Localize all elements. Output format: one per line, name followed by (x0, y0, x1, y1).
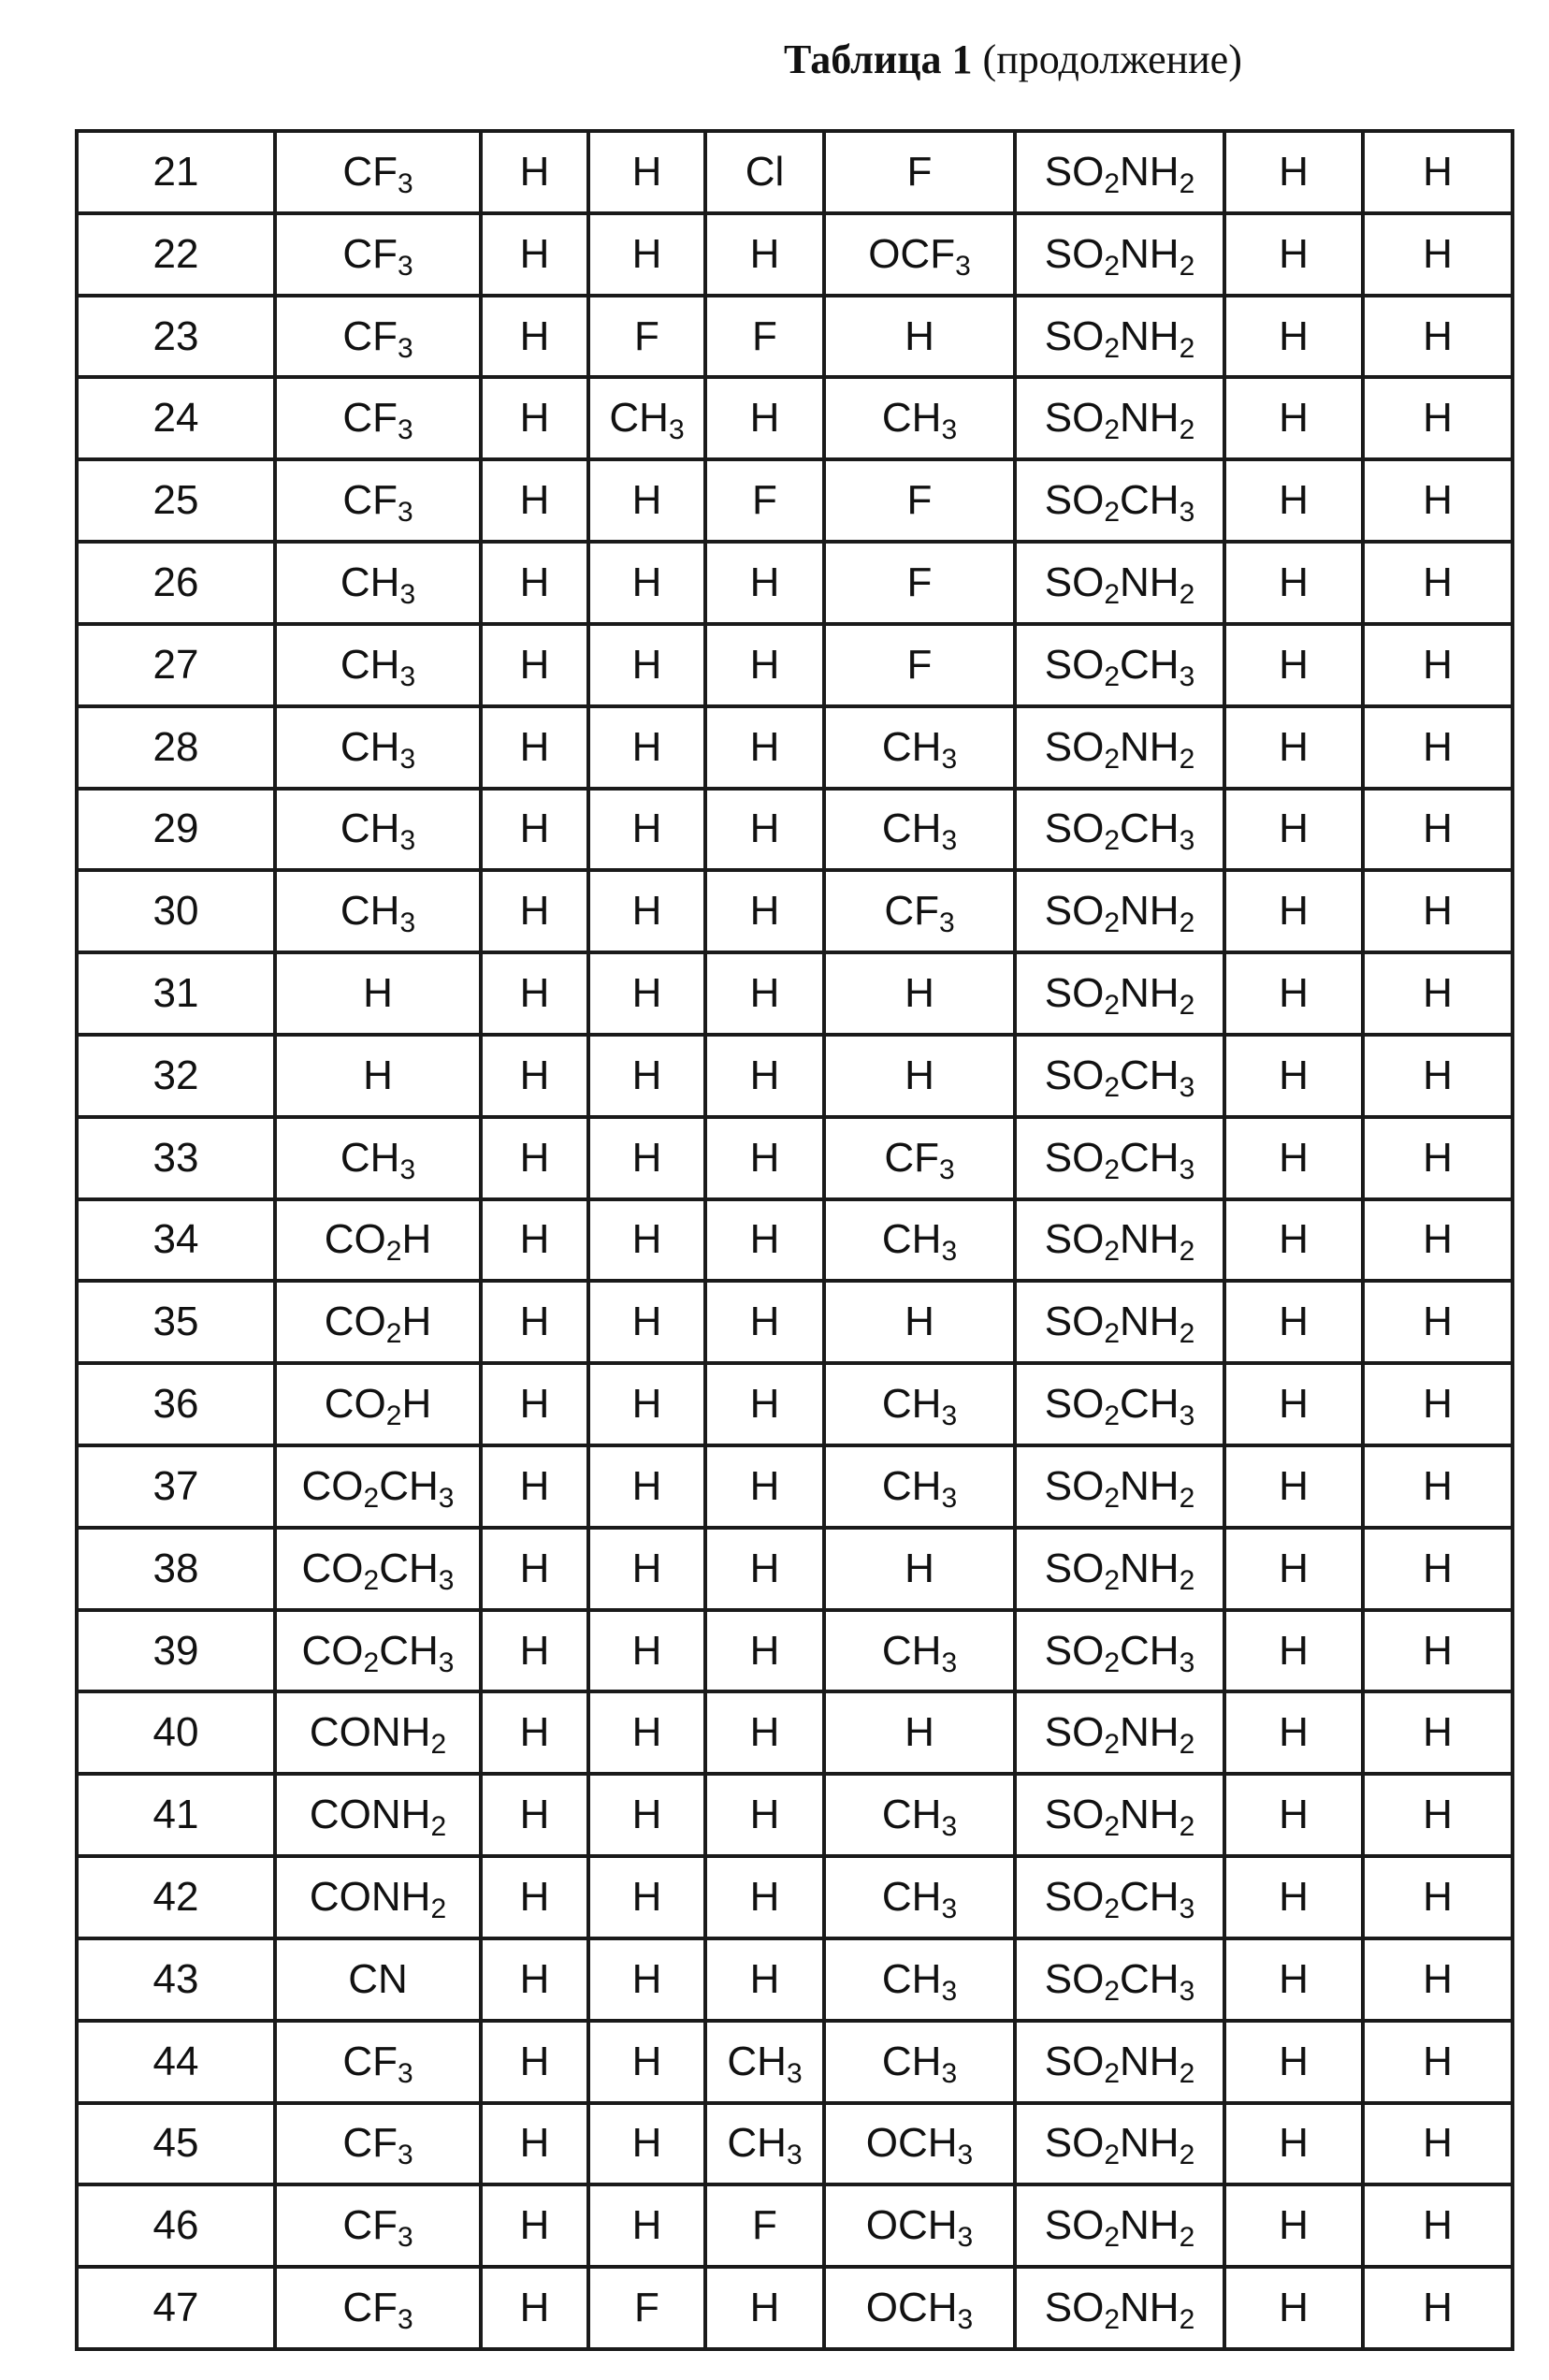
cell-r2: H (481, 1035, 588, 1117)
cell-compound-number: 34 (77, 1199, 275, 1282)
cell-compound-number: 47 (77, 2267, 275, 2349)
cell-r8: H (1363, 131, 1513, 213)
cell-r6: SO2CH3 (1015, 789, 1224, 871)
table-row (77, 870, 1513, 952)
cell-r7: H (1224, 870, 1363, 952)
table-row (77, 1117, 1513, 1199)
cell-r6: SO2NH2 (1015, 870, 1224, 952)
cell-r6: SO2NH2 (1015, 296, 1224, 378)
cell-r4: H (705, 870, 824, 952)
cell-r6: SO2NH2 (1015, 2267, 1224, 2349)
cell-r8: H (1363, 952, 1513, 1035)
cell-r7: H (1224, 459, 1363, 542)
cell-r3: H (588, 1363, 705, 1445)
cell-r2: H (481, 1774, 588, 1856)
cell-r8: H (1363, 1117, 1513, 1199)
cell-compound-number: 30 (77, 870, 275, 952)
cell-compound-number: 35 (77, 1281, 275, 1363)
table-row (77, 1691, 1513, 1774)
cell-r5: CH3 (824, 1363, 1015, 1445)
cell-r2: H (481, 1610, 588, 1692)
cell-r3: H (588, 2021, 705, 2103)
cell-r8: H (1363, 624, 1513, 706)
cell-r4: H (705, 1199, 824, 1282)
cell-r3: H (588, 1774, 705, 1856)
cell-r7: H (1224, 1281, 1363, 1363)
cell-compound-number: 40 (77, 1691, 275, 1774)
cell-r6: SO2CH3 (1015, 1610, 1224, 1692)
cell-r6: SO2CH3 (1015, 1938, 1224, 2021)
cell-r2: H (481, 1938, 588, 2021)
cell-compound-number: 26 (77, 542, 275, 624)
cell-r2: H (481, 870, 588, 952)
cell-r3: H (588, 131, 705, 213)
cell-r2: H (481, 2267, 588, 2349)
cell-r3: H (588, 542, 705, 624)
cell-r3: H (588, 213, 705, 296)
cell-r6: SO2NH2 (1015, 1281, 1224, 1363)
table-row (77, 2103, 1513, 2185)
cell-r3: H (588, 1117, 705, 1199)
cell-r1: CO2H (275, 1199, 481, 1282)
cell-r7: H (1224, 2021, 1363, 2103)
cell-r3: F (588, 296, 705, 378)
cell-r1: CF3 (275, 213, 481, 296)
cell-r7: H (1224, 296, 1363, 378)
cell-r7: H (1224, 1938, 1363, 2021)
cell-r8: H (1363, 2184, 1513, 2267)
table-row (77, 1528, 1513, 1610)
cell-r1: CO2CH3 (275, 1445, 481, 1528)
cell-r6: SO2CH3 (1015, 459, 1224, 542)
cell-r3: H (588, 1281, 705, 1363)
cell-r3: CH3 (588, 377, 705, 459)
cell-r5: CH3 (824, 706, 1015, 789)
cell-r1: CF3 (275, 131, 481, 213)
cell-r4: H (705, 1281, 824, 1363)
cell-r3: H (588, 789, 705, 871)
cell-r2: H (481, 952, 588, 1035)
table-row (77, 2267, 1513, 2349)
cell-r5: CF3 (824, 870, 1015, 952)
cell-r6: SO2NH2 (1015, 1199, 1224, 1282)
cell-r5: CH3 (824, 1610, 1015, 1692)
cell-r8: H (1363, 2103, 1513, 2185)
cell-r5: CH3 (824, 1199, 1015, 1282)
cell-compound-number: 25 (77, 459, 275, 542)
cell-r1: CH3 (275, 1117, 481, 1199)
cell-r7: H (1224, 131, 1363, 213)
table-row (77, 706, 1513, 789)
cell-r5: OCF3 (824, 213, 1015, 296)
cell-r1: CH3 (275, 789, 481, 871)
cell-r6: SO2CH3 (1015, 1856, 1224, 1938)
cell-r3: H (588, 624, 705, 706)
cell-r1: CN (275, 1938, 481, 2021)
table-caption-suffix: (продолжение) (983, 36, 1242, 82)
cell-r3: H (588, 2103, 705, 2185)
cell-r1: H (275, 952, 481, 1035)
cell-r4: H (705, 2267, 824, 2349)
cell-r8: H (1363, 706, 1513, 789)
cell-r3: H (588, 1035, 705, 1117)
cell-r8: H (1363, 789, 1513, 871)
cell-r6: SO2NH2 (1015, 131, 1224, 213)
compound-table-body (77, 131, 1513, 2349)
cell-r1: CO2CH3 (275, 1610, 481, 1692)
cell-r5: OCH3 (824, 2184, 1015, 2267)
cell-r7: H (1224, 624, 1363, 706)
cell-r1: CH3 (275, 624, 481, 706)
cell-r8: H (1363, 2021, 1513, 2103)
cell-r6: SO2NH2 (1015, 213, 1224, 296)
cell-r4: H (705, 1938, 824, 2021)
cell-r7: H (1224, 1691, 1363, 1774)
cell-r1: H (275, 1035, 481, 1117)
cell-r1: CO2H (275, 1363, 481, 1445)
cell-r7: H (1224, 706, 1363, 789)
cell-r5: CH3 (824, 1774, 1015, 1856)
cell-r8: H (1363, 870, 1513, 952)
table-row (77, 213, 1513, 296)
cell-r4: H (705, 1856, 824, 1938)
cell-compound-number: 32 (77, 1035, 275, 1117)
cell-r1: CONH2 (275, 1856, 481, 1938)
cell-compound-number: 31 (77, 952, 275, 1035)
compound-table (75, 129, 1514, 2351)
cell-r8: H (1363, 2267, 1513, 2349)
cell-r5: H (824, 1035, 1015, 1117)
cell-r4: H (705, 1117, 824, 1199)
cell-r1: CF3 (275, 296, 481, 378)
cell-r5: H (824, 952, 1015, 1035)
cell-r4: H (705, 213, 824, 296)
cell-r4: H (705, 1774, 824, 1856)
cell-r5: F (824, 542, 1015, 624)
cell-r4: H (705, 1445, 824, 1528)
cell-compound-number: 27 (77, 624, 275, 706)
cell-r5: H (824, 1281, 1015, 1363)
cell-compound-number: 43 (77, 1938, 275, 2021)
cell-r8: H (1363, 1199, 1513, 1282)
cell-r3: H (588, 1528, 705, 1610)
cell-r1: CF3 (275, 2103, 481, 2185)
cell-compound-number: 44 (77, 2021, 275, 2103)
cell-r4: H (705, 1035, 824, 1117)
cell-r5: H (824, 1528, 1015, 1610)
cell-r4: F (705, 2184, 824, 2267)
cell-compound-number: 23 (77, 296, 275, 378)
cell-r3: H (588, 1938, 705, 2021)
cell-r7: H (1224, 1117, 1363, 1199)
cell-r3: H (588, 1610, 705, 1692)
cell-compound-number: 29 (77, 789, 275, 871)
cell-compound-number: 45 (77, 2103, 275, 2185)
table-row (77, 952, 1513, 1035)
cell-r2: H (481, 1199, 588, 1282)
table-row (77, 377, 1513, 459)
table-row (77, 624, 1513, 706)
cell-r1: CF3 (275, 2267, 481, 2349)
cell-r5: CH3 (824, 1445, 1015, 1528)
cell-r7: H (1224, 213, 1363, 296)
cell-r8: H (1363, 377, 1513, 459)
cell-r1: CONH2 (275, 1691, 481, 1774)
cell-r5: H (824, 296, 1015, 378)
cell-r7: H (1224, 1528, 1363, 1610)
cell-r2: H (481, 1856, 588, 1938)
cell-r5: CH3 (824, 1938, 1015, 2021)
cell-r8: H (1363, 1445, 1513, 1528)
table-row (77, 1445, 1513, 1528)
cell-r7: H (1224, 377, 1363, 459)
cell-r1: CF3 (275, 459, 481, 542)
cell-r5: OCH3 (824, 2103, 1015, 2185)
cell-r2: H (481, 789, 588, 871)
cell-r8: H (1363, 1528, 1513, 1610)
cell-r3: H (588, 1445, 705, 1528)
cell-r5: CH3 (824, 1856, 1015, 1938)
cell-r6: SO2NH2 (1015, 2021, 1224, 2103)
cell-r3: H (588, 1856, 705, 1938)
table-row (77, 789, 1513, 871)
cell-r7: H (1224, 952, 1363, 1035)
cell-compound-number: 21 (77, 131, 275, 213)
cell-r1: CF3 (275, 2021, 481, 2103)
cell-r5: F (824, 624, 1015, 706)
table-caption (784, 36, 1242, 84)
table-row (77, 1363, 1513, 1445)
cell-r4: H (705, 789, 824, 871)
table-row (77, 459, 1513, 542)
cell-r3: H (588, 1691, 705, 1774)
cell-r2: H (481, 131, 588, 213)
table-row (77, 2184, 1513, 2267)
cell-compound-number: 22 (77, 213, 275, 296)
cell-r1: CO2CH3 (275, 1528, 481, 1610)
cell-r4: H (705, 542, 824, 624)
table-row (77, 296, 1513, 378)
cell-r5: F (824, 131, 1015, 213)
cell-r4: H (705, 1610, 824, 1692)
cell-r2: H (481, 1363, 588, 1445)
cell-r6: SO2NH2 (1015, 2184, 1224, 2267)
cell-r2: H (481, 2021, 588, 2103)
table-caption-title: Таблица 1 (784, 36, 973, 82)
cell-r2: H (481, 2184, 588, 2267)
cell-r4: H (705, 706, 824, 789)
cell-r1: CO2H (275, 1281, 481, 1363)
cell-r7: H (1224, 2267, 1363, 2349)
cell-r8: H (1363, 1281, 1513, 1363)
cell-r2: H (481, 1445, 588, 1528)
cell-r8: H (1363, 1856, 1513, 1938)
cell-r4: CH3 (705, 2021, 824, 2103)
cell-compound-number: 46 (77, 2184, 275, 2267)
cell-r7: H (1224, 1199, 1363, 1282)
cell-r8: H (1363, 1774, 1513, 1856)
cell-r2: H (481, 542, 588, 624)
cell-r5: OCH3 (824, 2267, 1015, 2349)
table-row (77, 1938, 1513, 2021)
cell-r7: H (1224, 1035, 1363, 1117)
cell-r6: SO2NH2 (1015, 1691, 1224, 1774)
cell-r8: H (1363, 1035, 1513, 1117)
cell-compound-number: 38 (77, 1528, 275, 1610)
table-row (77, 131, 1513, 213)
cell-r2: H (481, 1528, 588, 1610)
cell-r6: SO2NH2 (1015, 542, 1224, 624)
cell-r5: CH3 (824, 377, 1015, 459)
cell-r6: SO2NH2 (1015, 1774, 1224, 1856)
cell-compound-number: 36 (77, 1363, 275, 1445)
cell-compound-number: 42 (77, 1856, 275, 1938)
cell-r4: H (705, 1363, 824, 1445)
compound-table-container (75, 129, 1511, 2351)
cell-r2: H (481, 1281, 588, 1363)
cell-r7: H (1224, 1856, 1363, 1938)
table-row (77, 1281, 1513, 1363)
cell-compound-number: 24 (77, 377, 275, 459)
cell-compound-number: 39 (77, 1610, 275, 1692)
cell-r3: F (588, 2267, 705, 2349)
cell-r7: H (1224, 2184, 1363, 2267)
cell-r2: H (481, 296, 588, 378)
table-row (77, 1610, 1513, 1692)
cell-r8: H (1363, 459, 1513, 542)
cell-r7: H (1224, 1363, 1363, 1445)
cell-r4: H (705, 377, 824, 459)
table-row (77, 1199, 1513, 1282)
cell-r4: H (705, 952, 824, 1035)
cell-r5: CH3 (824, 2021, 1015, 2103)
cell-r6: SO2NH2 (1015, 2103, 1224, 2185)
cell-r7: H (1224, 789, 1363, 871)
cell-r4: F (705, 296, 824, 378)
cell-r5: F (824, 459, 1015, 542)
cell-r8: H (1363, 1363, 1513, 1445)
cell-r2: H (481, 377, 588, 459)
cell-r2: H (481, 2103, 588, 2185)
cell-r2: H (481, 1117, 588, 1199)
cell-r7: H (1224, 1774, 1363, 1856)
cell-compound-number: 28 (77, 706, 275, 789)
cell-r6: SO2CH3 (1015, 1117, 1224, 1199)
cell-r7: H (1224, 1610, 1363, 1692)
cell-r4: H (705, 624, 824, 706)
cell-r3: H (588, 870, 705, 952)
cell-r4: CH3 (705, 2103, 824, 2185)
cell-r3: H (588, 952, 705, 1035)
cell-r3: H (588, 2184, 705, 2267)
cell-r1: CH3 (275, 542, 481, 624)
cell-r6: SO2CH3 (1015, 1363, 1224, 1445)
cell-r1: CF3 (275, 2184, 481, 2267)
cell-r7: H (1224, 542, 1363, 624)
cell-compound-number: 41 (77, 1774, 275, 1856)
cell-r2: H (481, 624, 588, 706)
table-row (77, 542, 1513, 624)
cell-r1: CH3 (275, 706, 481, 789)
cell-r3: H (588, 459, 705, 542)
cell-compound-number: 33 (77, 1117, 275, 1199)
cell-r6: SO2NH2 (1015, 1445, 1224, 1528)
cell-r8: H (1363, 213, 1513, 296)
cell-r6: SO2CH3 (1015, 624, 1224, 706)
cell-r4: F (705, 459, 824, 542)
table-row (77, 1774, 1513, 1856)
cell-r8: H (1363, 1610, 1513, 1692)
table-row (77, 1035, 1513, 1117)
cell-r2: H (481, 459, 588, 542)
table-row (77, 2021, 1513, 2103)
cell-r4: H (705, 1528, 824, 1610)
cell-r2: H (481, 213, 588, 296)
cell-r6: SO2NH2 (1015, 377, 1224, 459)
cell-r1: CH3 (275, 870, 481, 952)
cell-r1: CF3 (275, 377, 481, 459)
cell-r7: H (1224, 2103, 1363, 2185)
cell-r2: H (481, 1691, 588, 1774)
cell-r6: SO2NH2 (1015, 706, 1224, 789)
cell-r4: Cl (705, 131, 824, 213)
cell-r5: H (824, 1691, 1015, 1774)
cell-r7: H (1224, 1445, 1363, 1528)
cell-r8: H (1363, 1938, 1513, 2021)
cell-r3: H (588, 1199, 705, 1282)
cell-r8: H (1363, 1691, 1513, 1774)
cell-r8: H (1363, 296, 1513, 378)
cell-r2: H (481, 706, 588, 789)
cell-r5: CH3 (824, 789, 1015, 871)
cell-r6: SO2NH2 (1015, 952, 1224, 1035)
cell-r3: H (588, 706, 705, 789)
cell-r8: H (1363, 542, 1513, 624)
cell-r6: SO2CH3 (1015, 1035, 1224, 1117)
cell-r5: CF3 (824, 1117, 1015, 1199)
cell-r6: SO2NH2 (1015, 1528, 1224, 1610)
cell-r1: CONH2 (275, 1774, 481, 1856)
cell-r4: H (705, 1691, 824, 1774)
table-row (77, 1856, 1513, 1938)
cell-compound-number: 37 (77, 1445, 275, 1528)
